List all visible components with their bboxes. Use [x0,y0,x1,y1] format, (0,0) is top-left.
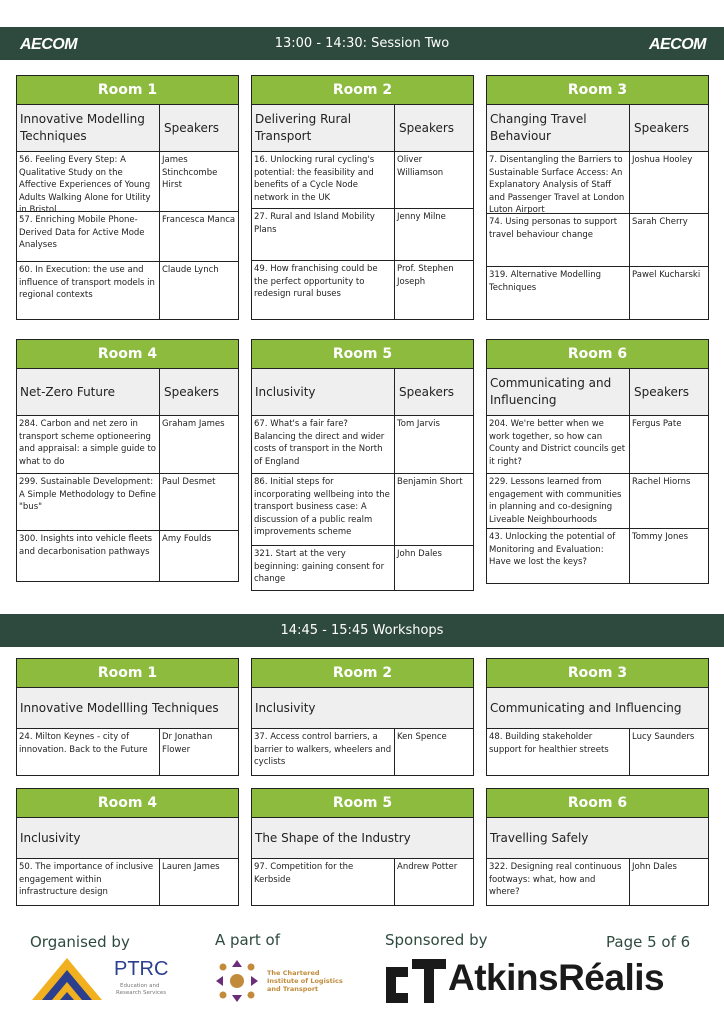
sponsored-by-label: Sponsored by [385,931,488,949]
page-number: Page 5 of 6 [606,933,691,951]
session-header [487,688,708,729]
paper-title: 300. Insights into vehicle fleets and decarbonisation pathways [17,531,160,581]
paper-title: 43. Unlocking the potential of Monitoring and Evaluation: Have we lost the keys? [487,529,630,583]
session-title: Innovative Modellling Techniques [20,700,219,715]
paper-row [17,531,238,581]
workshops-header [0,614,724,647]
paper-row [252,859,473,905]
ptrc-mark-icon [32,958,102,1000]
room-card [16,75,239,320]
session-header [252,688,473,729]
paper-row [17,152,238,215]
organised-by-label: Organised by [30,933,130,951]
paper-title: 48. Building stakeholder support for healthier streets [487,729,630,775]
room-title: Room 6 [487,789,708,818]
paper-row [252,729,473,775]
session-header [17,369,238,416]
paper-title: 284. Carbon and net zero in transport scheme optioneering and appraisal: a simple guide to what to do [17,416,160,473]
paper-row [17,729,238,775]
ptrc-sub1: Education and [120,983,160,989]
paper-speaker: James Stinchcombe Hirst [162,155,218,190]
cilt-line1: The Chartered [267,969,320,977]
room-title: Room 4 [17,789,238,818]
session-header [17,818,238,859]
speakers-label: Speakers [399,121,455,135]
session-title: The Shape of the Industry [255,830,411,845]
paper-row [252,209,473,261]
session-header [252,818,473,859]
paper-speaker: Dr Jonathan Flower [162,732,213,755]
paper-speaker: Joshua Hooley [632,155,693,165]
room-card [251,339,474,591]
session-title: Inclusivity [255,700,316,715]
paper-speaker: Graham James [162,419,225,429]
workshop-room-card [251,788,474,906]
speakers-label: Speakers [164,121,220,135]
room-card [486,75,709,320]
paper-row [17,474,238,531]
paper-title: 319. Alternative Modelling Techniques [487,267,630,319]
paper-title: 229. Lessons learned from engagement with communities in planning and co-designing Liveable Neighbourhoods [487,474,630,528]
paper-row [252,474,473,546]
paper-title: 321. Start at the very beginning: gaining consent for change [252,546,395,590]
session-header [487,105,708,152]
session-header [17,105,238,152]
room-card [16,339,239,582]
paper-speaker: John Dales [632,862,677,872]
paper-speaker: Pawel Kucharski [632,270,701,280]
paper-title: 49. How franchising could be the perfect opportunity to redesign rural buses [252,261,395,319]
speakers-label: Speakers [399,385,455,399]
paper-title: 86. Initial steps for incorporating wellbeing into the transport business case: A discussion of a public realm improvements scheme [252,474,395,545]
session-title: Changing Travel Behaviour [487,105,630,151]
atkinsrealis-logo [386,955,706,1007]
paper-row [487,529,708,583]
paper-speaker: Tommy Jones [632,532,688,542]
workshop-room-card [486,658,709,776]
session-header [487,818,708,859]
a-part-of-label: A part of [215,931,281,949]
sponsor-name: AtkinsRéalis [448,957,665,998]
paper-row [487,859,708,905]
paper-row [487,267,708,319]
paper-row [17,859,238,905]
session-title: Communicating and Influencing [490,700,682,715]
paper-row [487,152,708,214]
paper-row [17,416,238,474]
paper-speaker: Lauren James [162,862,220,872]
speakers-label: Speakers [634,121,690,135]
paper-title: 37. Access control barriers, a barrier to walkers, wheelers and cyclists [252,729,395,775]
paper-title: 322. Designing real continuous footways: what, how and where? [487,859,630,905]
room-title: Room 3 [487,76,708,105]
session-header [487,369,708,416]
paper-speaker: Fergus Pate [632,419,682,429]
session-header [252,369,473,416]
cilt-logo [214,958,354,1008]
paper-speaker: Benjamin Short [397,477,463,487]
paper-speaker: Amy Foulds [162,534,212,544]
aecom-logo-left: AECOM [20,36,78,53]
paper-row [252,546,473,590]
ptrc-sub2: Research Services [116,990,167,996]
session-title: Inclusivity [20,830,81,845]
paper-title: 60. In Execution: the use and influence of transport models in regional contexts [17,262,160,319]
session-two-title: 13:00 - 14:30: Session Two [274,36,450,51]
paper-title: 57. Enriching Mobile Phone-Derived Data for Active Mode Analyses [17,212,160,261]
room-card [486,339,709,584]
paper-title: 97. Competition for the Kerbside [252,859,395,905]
paper-speaker: Oliver Williamson [397,155,444,178]
session-header [252,105,473,152]
room-title: Room 1 [17,76,238,105]
paper-speaker: Rachel Hiorns [632,477,691,487]
room-card [251,75,474,320]
paper-speaker: Andrew Potter [397,862,458,872]
paper-speaker: Francesca Manca [162,215,236,225]
room-title: Room 2 [252,659,473,688]
paper-title: 299. Sustainable Development: A Simple Methodology to Define "bus" [17,474,160,530]
session-title: Inclusivity [252,369,395,415]
paper-row [252,152,473,209]
paper-title: 50. The importance of inclusive engagement within infrastructure design [17,859,160,905]
paper-title: 67. What's a fair fare? Balancing the direct and wider costs of transport in the North of England [252,416,395,473]
paper-title: 7. Disentangling the Barriers to Sustainable Surface Access: An Explanatory Analysis of Staff and Passenger Travel at London Luton Airport [487,152,630,213]
workshop-room-card [251,658,474,776]
paper-speaker: Paul Desmet [162,477,216,487]
workshop-room-card [16,658,239,776]
paper-speaker: Claude Lynch [162,265,219,275]
paper-row [17,262,238,319]
session-header [17,688,238,729]
room-title: Room 2 [252,76,473,105]
paper-row [487,474,708,529]
paper-row [487,214,708,267]
paper-row [487,416,708,474]
paper-title: 27. Rural and Island Mobility Plans [252,209,395,260]
paper-title: 24. Milton Keynes - city of innovation. Back to the Future [17,729,160,775]
atkinsrealis-mark-icon [386,959,446,1003]
paper-speaker: Ken Spence [397,732,447,742]
ptrc-logo [32,958,182,1008]
paper-row [17,212,238,262]
ptrc-name: PTRC [114,958,169,980]
room-title: Room 5 [252,789,473,818]
aecom-logo-right: AECOM [648,36,706,53]
paper-speaker: Prof. Stephen Joseph [397,264,454,287]
speakers-label: Speakers [634,385,690,399]
room-title: Room 5 [252,340,473,369]
paper-title: 16. Unlocking rural cycling's potential: the feasibility and benefits of a Cycle Node network in the UK [252,152,395,208]
paper-title: 74. Using personas to support travel behaviour change [487,214,630,266]
workshops-title: 14:45 - 15:45 Workshops [280,623,444,638]
workshop-room-card [486,788,709,906]
paper-speaker: Jenny Milne [397,212,446,222]
session-title: Communicating and Influencing [487,369,630,415]
cilt-line3: and Transport [267,985,319,993]
session-title: Innovative Modelling Techniques [17,105,160,151]
paper-row [252,416,473,474]
session-title: Delivering Rural Transport [252,105,395,151]
room-title: Room 1 [17,659,238,688]
cilt-emblem-icon [214,958,260,1004]
paper-speaker: Tom Jarvis [397,419,440,429]
paper-title: 204. We're better when we work together, so how can County and District councils get it right? [487,416,630,473]
paper-row [487,729,708,775]
session-title: Net-Zero Future [17,369,160,415]
speakers-label: Speakers [164,385,220,399]
paper-speaker: John Dales [397,549,442,559]
workshop-room-card [16,788,239,906]
paper-row [252,261,473,319]
room-title: Room 6 [487,340,708,369]
session-title: Travelling Safely [490,830,589,845]
paper-speaker: Sarah Cherry [632,217,688,227]
room-title: Room 4 [17,340,238,369]
paper-speaker: Lucy Saunders [632,732,695,742]
cilt-line2: Institute of Logistics [267,977,343,985]
room-title: Room 3 [487,659,708,688]
paper-title: 56. Feeling Every Step: A Qualitative Study on the Affective Experiences of Young Adults Walking Alone for Utility in Bristol [17,152,160,211]
session-two-header [0,27,724,60]
